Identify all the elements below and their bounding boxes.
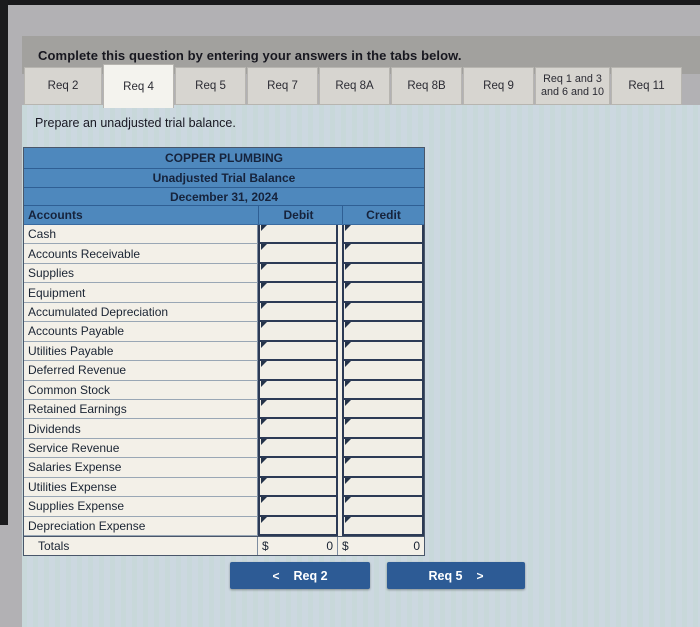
account-label: Supplies Expense (24, 497, 258, 516)
table-row (24, 419, 424, 438)
debit-input-cell[interactable] (258, 283, 338, 302)
cell-marker-icon (261, 419, 267, 425)
tab-req-4[interactable]: Req 4 (103, 64, 174, 108)
cell-marker-icon (345, 225, 351, 231)
tab-req-2[interactable]: Req 2 (24, 67, 102, 105)
cell-marker-icon (261, 303, 267, 309)
debit-input-cell[interactable] (258, 400, 338, 419)
prev-req-button[interactable] (230, 562, 370, 589)
account-label: Supplies (24, 264, 258, 283)
cell-marker-icon (345, 342, 351, 348)
debit-input-cell[interactable] (258, 517, 338, 536)
debit-input-cell[interactable] (258, 264, 338, 283)
debit-input-cell[interactable] (258, 303, 338, 322)
cell-marker-icon (345, 497, 351, 503)
account-label: Accounts Receivable (24, 244, 258, 263)
tab-bar (24, 67, 683, 111)
debit-input-cell[interactable] (258, 419, 338, 438)
cell-marker-icon (261, 322, 267, 328)
account-label: Cash (24, 225, 258, 244)
table-row (24, 244, 424, 263)
account-label: Deferred Revenue (24, 361, 258, 380)
tab-req-8a[interactable]: Req 8A (319, 67, 390, 105)
table-row (24, 400, 424, 419)
table-title-statement: Unadjusted Trial Balance (24, 169, 424, 188)
totals-debit-cell (258, 537, 338, 555)
cell-marker-icon (345, 400, 351, 406)
cell-marker-icon (261, 478, 267, 484)
debit-input-cell[interactable] (258, 322, 338, 341)
account-label: Utilities Expense (24, 478, 258, 497)
debit-input-cell[interactable] (258, 478, 338, 497)
totals-credit-value: 0 (413, 539, 420, 553)
totals-label: Totals (24, 537, 258, 555)
cell-marker-icon (261, 381, 267, 387)
tab-req-8b[interactable]: Req 8B (391, 67, 462, 105)
account-label: Dividends (24, 419, 258, 438)
table-row (24, 497, 424, 516)
cell-marker-icon (261, 439, 267, 445)
credit-input-cell[interactable] (342, 361, 424, 380)
account-label: Salaries Expense (24, 458, 258, 477)
cell-marker-icon (345, 458, 351, 464)
cell-marker-icon (345, 381, 351, 387)
tab-req-7[interactable]: Req 7 (247, 67, 318, 105)
account-label: Accumulated Depreciation (24, 303, 258, 322)
table-row (24, 439, 424, 458)
cell-marker-icon (261, 283, 267, 289)
credit-input-cell[interactable] (342, 303, 424, 322)
screen-top-bezel (0, 0, 700, 5)
totals-debit-value: 0 (326, 539, 333, 553)
account-label: Depreciation Expense (24, 517, 258, 536)
table-row (24, 381, 424, 400)
cell-marker-icon (345, 322, 351, 328)
cell-marker-icon (261, 342, 267, 348)
currency-symbol: $ (262, 539, 269, 553)
chevron-left-icon: < (272, 568, 280, 583)
credit-input-cell[interactable] (342, 400, 424, 419)
column-header-accounts: Accounts (28, 208, 83, 222)
table-title-company: COPPER PLUMBING (24, 148, 424, 169)
credit-input-cell[interactable] (342, 322, 424, 341)
cell-marker-icon (345, 264, 351, 270)
account-label: Retained Earnings (24, 400, 258, 419)
table-row (24, 283, 424, 302)
table-row (24, 342, 424, 361)
next-req-button[interactable] (387, 562, 525, 589)
cell-marker-icon (345, 283, 351, 289)
table-row (24, 478, 424, 497)
column-header-debit: Debit (258, 206, 338, 224)
chevron-right-icon: > (476, 568, 484, 583)
column-header-credit: Credit (342, 206, 424, 224)
credit-input-cell[interactable] (342, 244, 424, 263)
task-prompt: Prepare an unadjusted trial balance. (35, 116, 236, 130)
table-title-date: December 31, 2024 (24, 188, 424, 206)
table-header-row (24, 206, 424, 225)
debit-input-cell[interactable] (258, 497, 338, 516)
credit-input-cell[interactable] (342, 381, 424, 400)
prev-req-label: Req 2 (293, 568, 328, 583)
credit-input-cell[interactable] (342, 478, 424, 497)
debit-input-cell[interactable] (258, 225, 338, 244)
table-row (24, 517, 424, 536)
totals-credit-cell (338, 537, 424, 555)
tab-req-5[interactable]: Req 5 (175, 67, 246, 105)
table-row (24, 458, 424, 477)
credit-input-cell[interactable] (342, 517, 424, 536)
next-req-label: Req 5 (428, 568, 463, 583)
currency-symbol: $ (342, 539, 349, 553)
debit-input-cell[interactable] (258, 342, 338, 361)
table-row (24, 303, 424, 322)
credit-input-cell[interactable] (342, 225, 424, 244)
credit-input-cell[interactable] (342, 458, 424, 477)
cell-marker-icon (261, 497, 267, 503)
credit-input-cell[interactable] (342, 419, 424, 438)
screen-left-bezel (0, 0, 8, 525)
cell-marker-icon (345, 244, 351, 250)
debit-input-cell[interactable] (258, 458, 338, 477)
credit-input-cell[interactable] (342, 497, 424, 516)
debit-input-cell[interactable] (258, 381, 338, 400)
credit-input-cell[interactable] (342, 283, 424, 302)
tab-req-1-3-6-10[interactable]: Req 1 and 3 and 6 and 10 (535, 67, 610, 105)
credit-input-cell[interactable] (342, 264, 424, 283)
table-row (24, 322, 424, 341)
table-row (24, 225, 424, 244)
cell-marker-icon (345, 419, 351, 425)
cell-marker-icon (261, 244, 267, 250)
cell-marker-icon (345, 439, 351, 445)
cell-marker-icon (345, 303, 351, 309)
account-label: Utilities Payable (24, 342, 258, 361)
cell-marker-icon (261, 264, 267, 270)
debit-input-cell[interactable] (258, 361, 338, 380)
credit-input-cell[interactable] (342, 439, 424, 458)
debit-input-cell[interactable] (258, 244, 338, 263)
cell-marker-icon (261, 225, 267, 231)
tab-req-9[interactable]: Req 9 (463, 67, 534, 105)
cell-marker-icon (261, 517, 267, 523)
cell-marker-icon (345, 478, 351, 484)
table-row (24, 361, 424, 380)
totals-row (24, 536, 424, 555)
account-label: Service Revenue (24, 439, 258, 458)
cell-marker-icon (261, 458, 267, 464)
account-label: Accounts Payable (24, 322, 258, 341)
account-label: Common Stock (24, 381, 258, 400)
trial-balance-table (23, 147, 425, 556)
cell-marker-icon (261, 361, 267, 367)
cell-marker-icon (345, 517, 351, 523)
tab-req-11[interactable]: Req 11 (611, 67, 682, 105)
cell-marker-icon (261, 400, 267, 406)
debit-input-cell[interactable] (258, 439, 338, 458)
credit-input-cell[interactable] (342, 342, 424, 361)
cell-marker-icon (345, 361, 351, 367)
table-row (24, 264, 424, 283)
account-label: Equipment (24, 283, 258, 302)
instruction-text: Complete this question by entering your answers in the tabs below. (38, 47, 462, 63)
